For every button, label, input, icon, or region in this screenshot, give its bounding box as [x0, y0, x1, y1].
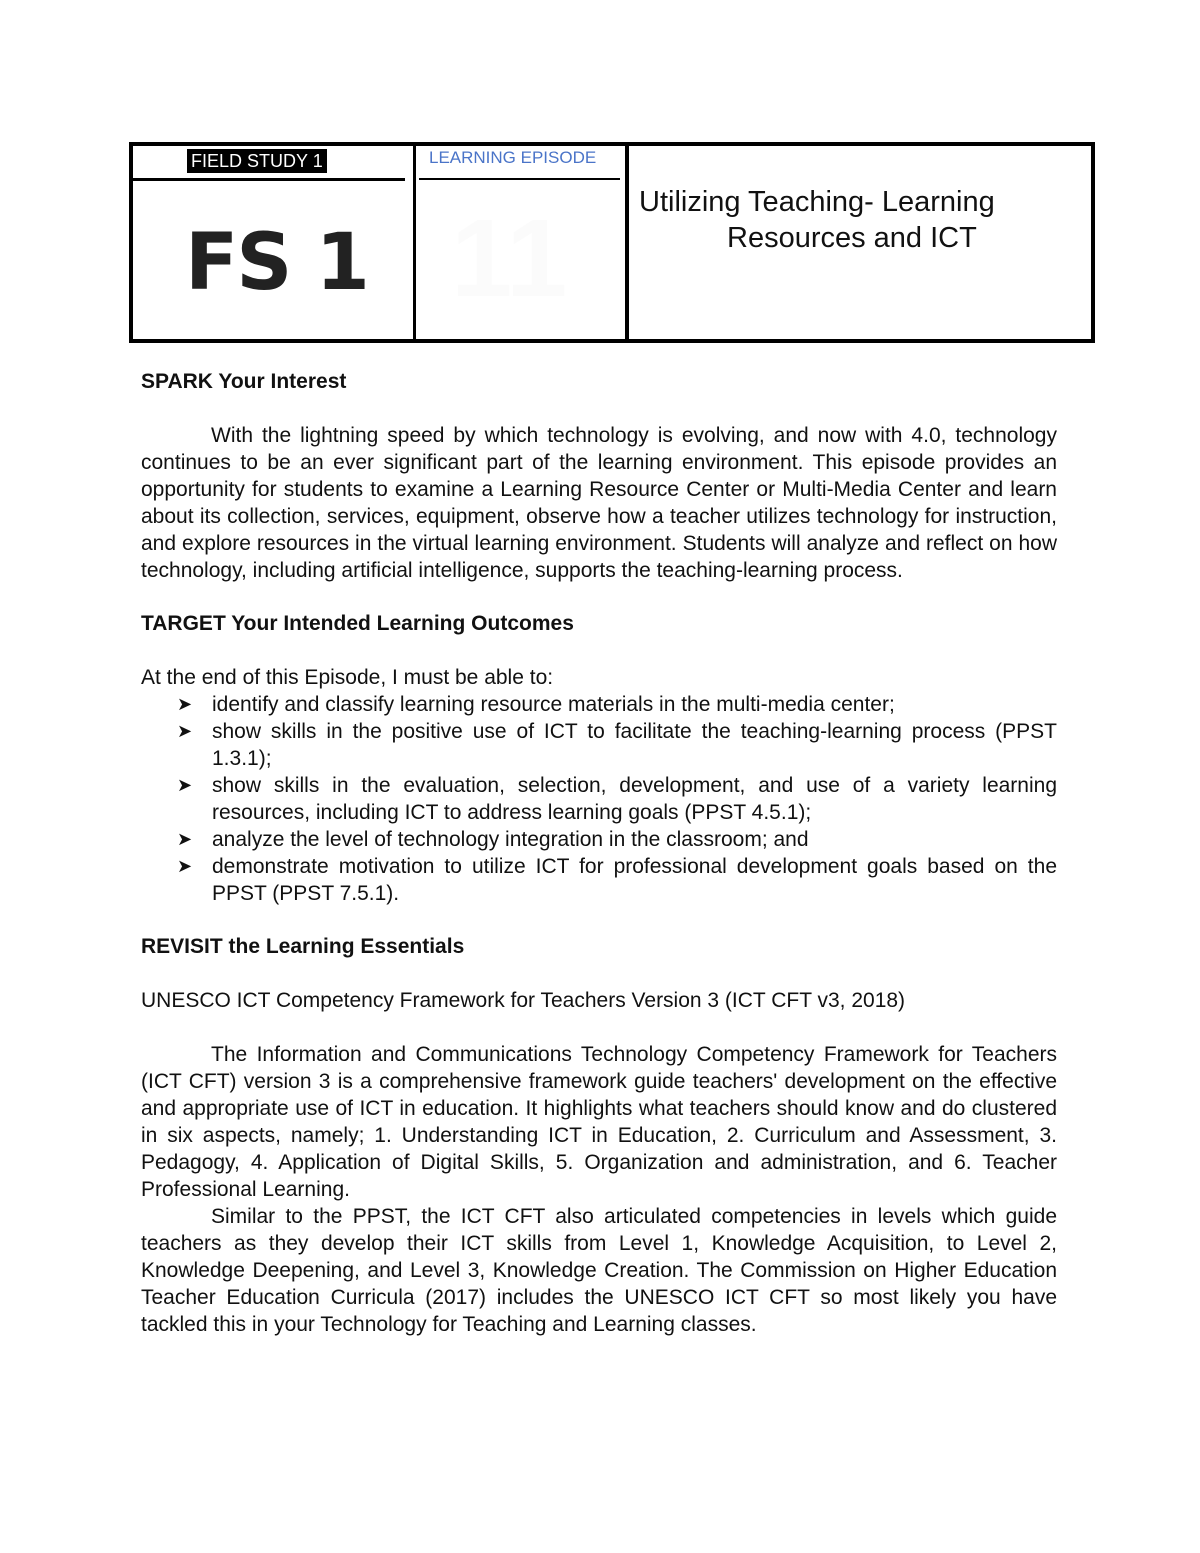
list-item: ➤ identify and classify learning resource materials in the multi-media center; — [177, 693, 895, 716]
revisit-paragraph-1: The Information and Communications Technology Competency Framework for Teachers (ICT CFT) version 3 is a comprehensive framework guide teachers' development on the effective and appropriate use of ICT in education. It highlights what teachers should know and do clustered in six aspects, namely; 1. Understanding ICT in Education, 2. Curriculum and Assessment, 3. Pedagogy, 4. Application of Digital Skills, 5. Organization and administration, and 6. Teacher Professional Learning. — [141, 1043, 1057, 1201]
revisit-subtitle: UNESCO ICT Competency Framework for Teachers Version 3 (ICT CFT v3, 2018) — [141, 989, 906, 1012]
list-item: ➤ show skills in the evaluation, selection, development, and use of a variety learning resources, including ICT to address learning goals (PPST 4.5.1); — [177, 774, 1057, 824]
episode-title-line-2: Resources and ICT — [727, 222, 977, 254]
column-divider — [413, 146, 416, 339]
document-body — [141, 368, 1057, 1338]
spark-heading: SPARK Your Interest — [141, 370, 347, 393]
episode-title-line-1: Utilizing Teaching- Learning — [639, 186, 995, 218]
episode-title — [639, 184, 1059, 256]
episode-number: 11 — [451, 197, 568, 320]
list-item: ➤ analyze the level of technology integration in the classroom; and — [177, 828, 809, 851]
arrowhead-bullet-icon: ➤ — [177, 856, 193, 876]
list-item: ➤ demonstrate motivation to utilize ICT for professional development goals based on the PPST (PPST 7.5.1). — [177, 855, 1057, 905]
fs-course-code: FS 1 — [185, 218, 368, 308]
revisit-heading: REVISIT the Learning Essentials — [141, 935, 465, 958]
field-study-underline — [133, 178, 405, 181]
outcomes-list — [141, 691, 1057, 907]
header-table — [129, 142, 1095, 343]
list-item: ➤ show skills in the positive use of ICT to facilitate the teaching-learning process (PPST 1.3.1); — [177, 720, 1057, 770]
arrowhead-bullet-icon: ➤ — [177, 829, 193, 849]
target-intro: At the end of this Episode, I must be able to: — [141, 666, 554, 689]
arrowhead-bullet-icon: ➤ — [177, 775, 193, 795]
arrowhead-bullet-icon: ➤ — [177, 721, 193, 741]
target-heading: TARGET Your Intended Learning Outcomes — [141, 612, 574, 635]
learning-episode-label: LEARNING EPISODE — [429, 148, 597, 167]
revisit-paragraph-2: Similar to the PPST, the ICT CFT also articulated competencies in levels which guide teachers as they develop their ICT skills from Level 1, Knowledge Acquisition, to Level 2, Knowledge Deepening, and Level 3, Knowledge Creation. The Commission on Higher Education Teacher Education Curricula (2017) includes the UNESCO ICT CFT so most likely you have tackled this in your Technology for Teaching and Learning classes. — [141, 1205, 1057, 1336]
spark-paragraph: With the lightning speed by which technology is evolving, and now with 4.0, technology continues to be an ever significant part of the learning environment. This episode provides an opportunity for students to examine a Learning Resource Center or Multi-Media Center and learn about its collection, services, equipment, observe how a teacher utilizes technology for instruction, and explore resources in the virtual learning environment. Students will analyze and reflect on how technology, including artificial intelligence, supports the teaching-learning process. — [141, 424, 1057, 582]
column-divider — [625, 146, 629, 339]
field-study-label: FIELD STUDY 1 — [187, 149, 327, 173]
arrowhead-bullet-icon: ➤ — [177, 694, 193, 714]
episode-underline — [419, 178, 620, 180]
